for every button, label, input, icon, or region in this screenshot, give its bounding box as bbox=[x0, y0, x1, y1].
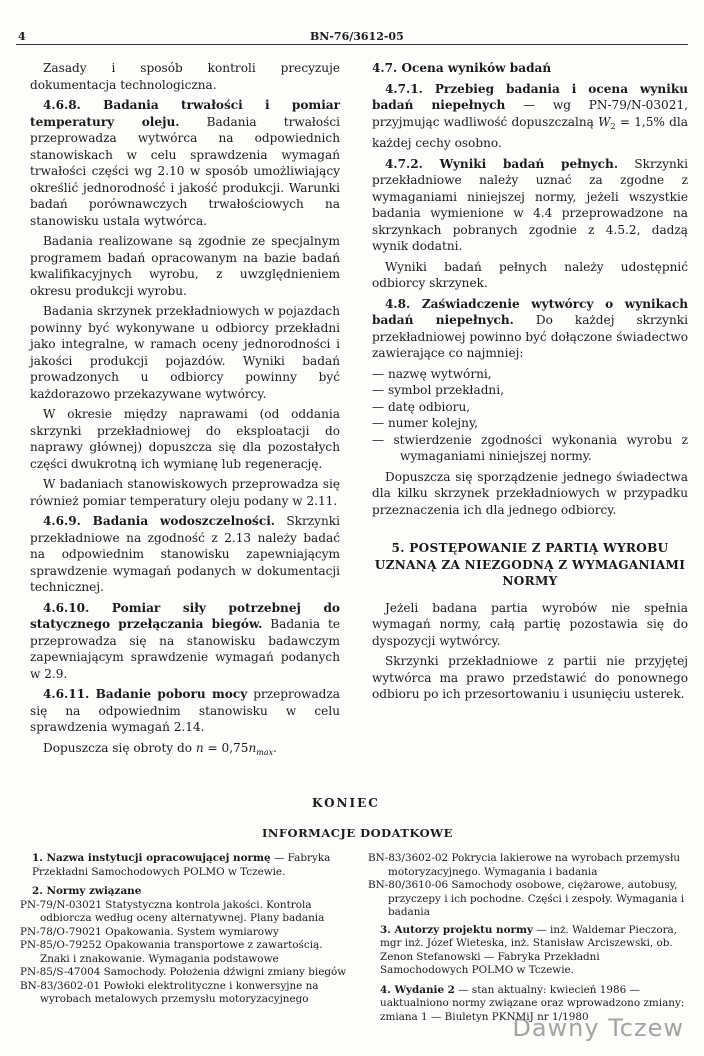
certificate-contents-list bbox=[372, 366, 688, 465]
paragraph: Badania skrzynek przekładniowych w pojazdach powinny być wykonywane u odbiorcy przekładni jako integralne, w ramach oceny jednorodności i jakości produkcji pojazdów. Wyniki badań prowadzonych u odbiorcy powinny być każdorazowo przekazywane wytwórcy. bbox=[30, 304, 340, 401]
section-4-7-2 bbox=[372, 156, 688, 255]
section-text: Skrzynki przekładniowe na zgodność z 2.13 należy badać na odpowiednim stanowisku zapewniającym sprawdzenie wymagań podanych w dokumentacji technicznej. bbox=[30, 514, 340, 594]
left-column bbox=[30, 60, 340, 765]
section-4-6-11 bbox=[30, 686, 340, 736]
section-heading: 4.6.11. Badanie poboru mocy bbox=[43, 687, 248, 701]
paragraph: Wyniki badań pełnych należy udostępnić odbiorcy skrzynek. bbox=[372, 259, 688, 290]
section-heading: 4.8. Zaświadczenie wytwórcy o wynikach badań niepełnych. bbox=[372, 296, 688, 327]
section-heading: 4.6.8. Badania trwałości i pomiar temperatury oleju. bbox=[30, 98, 340, 129]
norm-entry: PN-78/O-79021 Opakowania. System wymiarowy bbox=[20, 925, 279, 938]
paragraph: W okresie między naprawami (od oddania skrzynki przekładniowej do eksploatacji do naprawy głównej) dopuszcza się dla pozostałych części dwukrotną ich wymianę lub regenerację. bbox=[30, 407, 340, 471]
section-4-8 bbox=[372, 296, 688, 362]
additional-info-left bbox=[20, 852, 352, 1007]
info-item-2-label: 2. Normy związane bbox=[32, 885, 142, 897]
info-item-1: 1. Nazwa instytucji opracowującej normę — Fabryka Przekładni Samochodowych POLMO w Tczewie. bbox=[32, 852, 331, 878]
section-text: Badania te przeprowadza się na stanowisku badawczym zapewniającym sprawdzenie wymagań podanych w 2.9. bbox=[30, 617, 340, 681]
norm-entry: PN-79/N-03021 Statystyczna kontrola jakości. Kontrola odbiorcza według oceny alternatywnej. Plany badania bbox=[20, 898, 325, 924]
norm-entry: PN-85/O-79252 Opakowania transportowe z zawartością. Znaki i znakowanie. Wymagania podstawowe bbox=[20, 939, 323, 965]
section-4-6-9 bbox=[30, 513, 340, 596]
header-rule bbox=[16, 44, 688, 45]
norm-entry: BN-83/3602-02 Pokrycia lakierowe na wyrobach przemysłu motoryzacyjnego. Wymagania i badania bbox=[368, 852, 681, 878]
related-norms-list bbox=[20, 899, 352, 1007]
end-marker: KONIEC bbox=[312, 796, 380, 810]
section-4-7-1: 4.7.1. Przebieg badania i ocena wyniku badań niepełnych — wg PN-79/N-03021, przyjmując wadliwość dopuszczalną $W_2 = 1,5\%$ dla każdej cechy osobno. bbox=[372, 81, 688, 150]
right-column bbox=[372, 60, 688, 707]
list-item: — symbol przekładni, bbox=[372, 383, 504, 397]
standard-number: BN-76/3612-05 bbox=[310, 30, 404, 43]
norm-entry: BN-83/3602-01 Powłoki elektrolityczne i konwersyjne na wyrobach metalowych przemysłu motoryzacyjnego bbox=[20, 979, 319, 1005]
section-heading: 4.7.2. Wyniki badań pełnych. bbox=[385, 156, 619, 171]
section-heading-5: 5. POSTĘPOWANIE Z PARTIĄ WYROBU UZNANĄ ZA NIEZGODNĄ Z WYMAGANIAMI NORMY bbox=[374, 541, 686, 588]
section-heading: 4.7.1. Przebieg badania i ocena wyniku badań niepełnych bbox=[372, 81, 688, 112]
list-item: — datę odbioru, bbox=[372, 399, 471, 414]
section-text: Do każdej skrzynki przekładniowej powinno być dołączone świadectwo zawierające co najmniej: bbox=[372, 313, 688, 360]
section-heading: 4.6.10. Pomiar siły potrzebnej do statycznego przełączania biegów. bbox=[30, 600, 340, 631]
additional-info-right bbox=[368, 852, 688, 1030]
norm-entry: PN-85/S-47004 Samochody. Położenia dźwigni zmiany biegów bbox=[20, 966, 347, 978]
additional-info-title: INFORMACJE DODATKOWE bbox=[262, 826, 453, 840]
paragraph: Zasady i sposób kontroli precyzuje dokumentacja technologiczna. bbox=[30, 61, 340, 92]
section-text: Skrzynki przekładniowe należy uznać za zgodne z wymaganiami niniejszej normy, jeżeli wszystkie badania wymienione w 4.4 przeprowadzone na skrzynkach pobranych zgodnie z 4.5.2, dadzą wynik dodatni. bbox=[372, 156, 688, 253]
paragraph: Jeżeli badana partia wyrobów nie spełnia wymagań normy, całą partię pozostawia się do dyspozycji wytwórcy. bbox=[372, 600, 688, 648]
list-item: — numer kolejny, bbox=[372, 416, 479, 430]
paragraph: Dopuszcza się sporządzenie jednego świadectwa dla kilku skrzynek przekładniowych w przypadku przeznaczenia ich dla jednego odbiorcy. bbox=[372, 469, 688, 517]
paragraph: Skrzynki przekładniowe z partii nie przyjętej wytwórca ma prawo przedstawić do ponownego odbioru po ich przesortowaniu i usunięciu usterek. bbox=[372, 654, 688, 701]
info-item-4: 4. Wydanie 2 — stan aktualny: kwiecień 1986 — uaktualniono normy związane oraz wprowadzono zmiany: zmiana 1 — Biuletyn PKNMiJ nr 1/1980 bbox=[380, 983, 685, 1023]
section-heading-4-7: 4.7. Ocena wyników badań bbox=[372, 61, 552, 75]
list-item: — stwierdzenie zgodności wykonania wyrobu z wymaganiami niniejszej normy. bbox=[372, 432, 688, 463]
paragraph: Badania realizowane są zgodnie ze specjalnym programem badań opracowanym na bazie badań kwalifikacyjnych wyrobu, z uwzględnieniem okresu produkcji wyrobu. bbox=[30, 234, 340, 298]
section-4-6-10 bbox=[30, 600, 340, 683]
section-heading: 4.6.9. Badania wodoszczelności. bbox=[43, 514, 275, 528]
page-number: 4 bbox=[18, 30, 26, 43]
rpm-formula: Dopuszcza się obroty do $n = 0,75n_{max}$. bbox=[43, 740, 277, 757]
section-4-6-8 bbox=[30, 97, 340, 229]
section-text: przeprowadza się na odpowiednim stanowisku w celu sprawdzenia wymagań 2.14. bbox=[30, 687, 340, 734]
norm-entry: BN-80/3610-06 Samochody osobowe, ciężarowe, autobusy, przyczepy i ich pochodne. Części i zespoły. Wymagania i badania bbox=[368, 879, 685, 918]
info-item-3: 3. Autorzy projektu normy — inż. Waldemar Pieczora, mgr inż. Józef Wieteska, inż. Stanisław Arciszewski, ob. Zenon Stefanowski — Fabryka Przekładni Samochodowych POLMO w Tczewie. bbox=[380, 923, 678, 976]
watermark: Dawny Tczew bbox=[512, 1014, 684, 1042]
list-item: — nazwę wytwórni, bbox=[372, 366, 492, 381]
paragraph: W badaniach stanowiskowych przeprowadza się również pomiar temperatury oleju podany w 2.11. bbox=[30, 477, 340, 508]
section-text: Badania trwałości przeprowadza wytwórca na odpowiednich stanowiskach w celu sprawdzenia wymagań trwałości części wg 2.10 w sposób umożliwiający określić jednorodność i jakość produkcji. Warunki badań porównawczych trwałościowych na stanowisku ustala wytwórca. bbox=[30, 114, 340, 228]
